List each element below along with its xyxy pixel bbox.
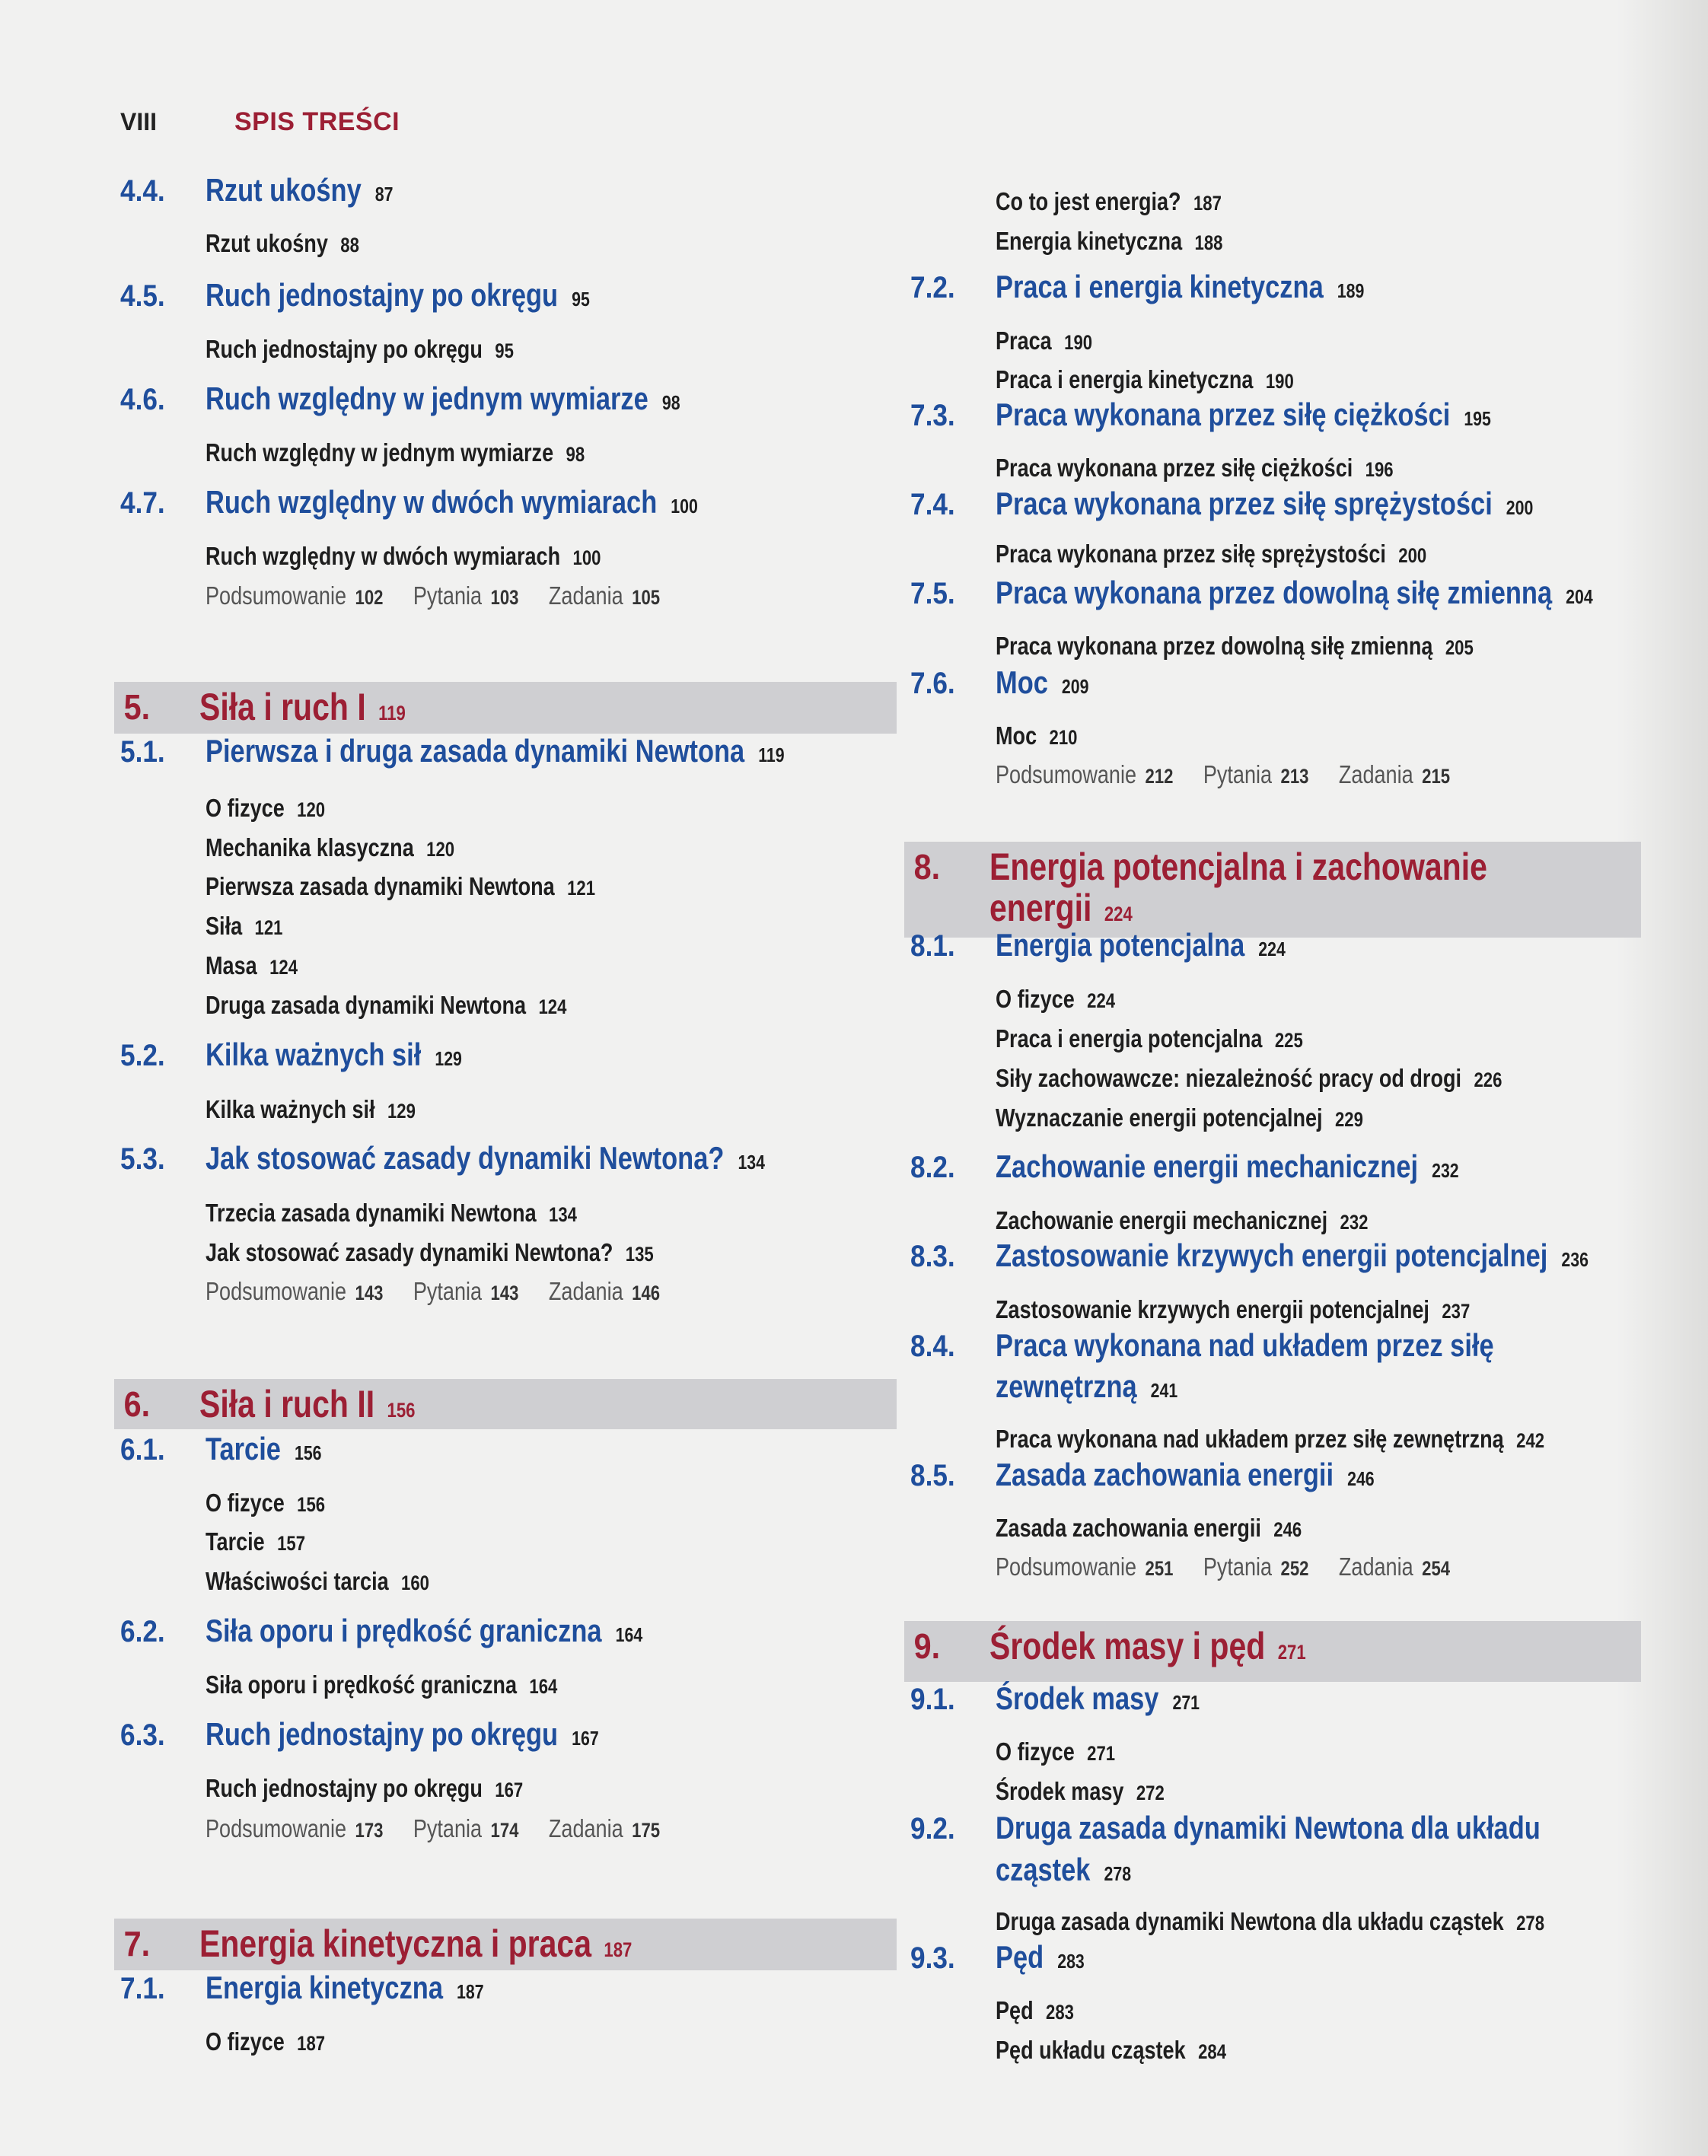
subsection-entry: Druga zasada dynamiki Newtona dla układu cząstek 278 (996, 1907, 1545, 1935)
section-number: 9.3. (910, 1941, 955, 1975)
subsection-entry: Trzecia zasada dynamiki Newtona 134 (206, 1199, 577, 1227)
section-page: 209 (1061, 675, 1089, 698)
summary-page: 212 (1145, 765, 1174, 788)
section-title: Praca i energia kinetyczna 189 (996, 269, 1365, 304)
subsection-entry: Praca wykonana przez siłę sprężystości 200 (996, 540, 1427, 568)
chapter-number: 6. (123, 1384, 151, 1424)
section-heading (120, 381, 897, 417)
section-heading (120, 277, 897, 314)
section-title: Praca wykonana przez dowolną siłę zmienną 204 (996, 575, 1593, 610)
subsection-entry: Rzut ukośny 88 (206, 229, 359, 257)
subsection-entry: Moc 210 (996, 721, 1078, 750)
section-heading (120, 1037, 897, 1073)
section-number: 7.4. (910, 488, 955, 521)
subsection-entry: Masa 124 (206, 951, 298, 979)
summary-label: Pytania (1203, 760, 1273, 788)
subsection-page: 100 (572, 546, 601, 569)
subsection-entry: Druga zasada dynamiki Newtona 124 (206, 991, 567, 1019)
section-number: 6.1. (120, 1433, 165, 1467)
chapter-title: Siła i ruch II 156 (199, 1383, 416, 1425)
section-page: 246 (1347, 1467, 1375, 1490)
summary-label: Zadania (1338, 1553, 1413, 1581)
summary-label: Zadania (548, 581, 623, 610)
summary-label: Zadania (1338, 760, 1413, 788)
subsection-entry: Praca 190 (996, 326, 1093, 355)
section-number: 8.2. (910, 1151, 955, 1184)
section-number: 4.4. (120, 174, 165, 208)
section-heading (910, 1939, 1641, 1976)
section-page: 271 (1172, 1691, 1200, 1714)
section-page: 232 (1432, 1159, 1459, 1182)
subsection-page: 205 (1445, 636, 1474, 659)
section-page: 95 (572, 288, 590, 311)
section-title: Pierwsza i druga zasada dynamiki Newtona 119 (206, 733, 785, 769)
subsection-page: 278 (1516, 1912, 1545, 1935)
section-heading (120, 484, 897, 521)
section-number: 7.5. (910, 577, 955, 610)
subsection-page: 187 (1193, 192, 1222, 215)
summary-line (206, 581, 690, 610)
summary-page: 251 (1145, 1557, 1174, 1580)
subsection-entry: Zastosowanie krzywych energii potencjalnej 237 (996, 1295, 1471, 1323)
subsection-entry: Zasada zachowania energii 246 (996, 1514, 1302, 1542)
subsection-entry: O fizyce 224 (996, 985, 1116, 1013)
subsection-page: 271 (1087, 1742, 1116, 1765)
section-title: Ruch względny w jednym wymiarze 98 (206, 381, 680, 416)
subsection-entry: O fizyce 156 (206, 1489, 326, 1517)
section-heading (910, 1810, 1641, 1846)
section-heading (910, 1148, 1641, 1185)
section-number: 5.3. (120, 1142, 165, 1176)
subsection-page: 134 (549, 1203, 577, 1226)
section-number: 5.1. (120, 735, 165, 769)
subsection-entry: Ruch względny w dwóch wymiarach 100 (206, 542, 601, 570)
summary-label: Podsumowanie (206, 581, 347, 610)
subsection-entry: Praca wykonana nad układem przez siłę zewnętrzną 242 (996, 1425, 1545, 1453)
section-title: Pęd 283 (996, 1939, 1085, 1975)
subsection-entry: Ruch względny w jednym wymiarze 98 (206, 438, 585, 467)
subsection-page: 88 (340, 234, 359, 256)
subsection-entry: Wyznaczanie energii potencjalnej 229 (996, 1103, 1363, 1132)
section-heading (120, 1716, 897, 1753)
section-number: 9.2. (910, 1812, 955, 1845)
chapter-heading (114, 682, 897, 734)
subsection-page: 164 (529, 1675, 558, 1698)
section-page: 278 (1104, 1862, 1132, 1885)
section-page: 241 (1150, 1379, 1178, 1402)
summary-label: Pytania (413, 1277, 483, 1305)
subsection-page: 129 (387, 1100, 416, 1123)
chapter-page: 271 (1277, 1641, 1306, 1664)
subsection-page: 167 (495, 1779, 524, 1801)
summary-page: 175 (632, 1819, 661, 1842)
subsection-page: 284 (1198, 2040, 1227, 2063)
section-title: Zachowanie energii mechanicznej 232 (996, 1148, 1459, 1184)
subsection-entry: Jak stosować zasady dynamiki Newtona? 135 (206, 1238, 654, 1266)
section-page: 156 (294, 1441, 322, 1464)
section-heading (910, 269, 1641, 305)
section-number: 4.5. (120, 279, 165, 313)
section-number: 5.2. (120, 1039, 165, 1072)
summary-line (996, 760, 1480, 789)
section-page: 283 (1057, 1950, 1085, 1973)
section-page: 134 (738, 1151, 766, 1174)
section-title: Praca wykonana przez siłę sprężystości 200 (996, 486, 1534, 521)
subsection-entry: Praca i energia kinetyczna 190 (996, 365, 1294, 393)
subsection-entry: Siła oporu i prędkość graniczna 164 (206, 1670, 558, 1699)
subsection-page: 156 (297, 1493, 326, 1516)
section-heading (910, 664, 1641, 701)
subsection-page: 95 (495, 339, 514, 362)
section-title: Ruch jednostajny po okręgu 95 (206, 277, 590, 313)
summary-label: Podsumowanie (996, 1553, 1137, 1581)
section-page: 236 (1561, 1248, 1589, 1271)
section-page: 189 (1337, 279, 1365, 302)
section-title: Energia potencjalna 224 (996, 927, 1286, 963)
summary-page: 146 (632, 1282, 661, 1304)
section-heading (910, 1680, 1641, 1717)
section-heading (120, 1613, 897, 1649)
section-title: Rzut ukośny 87 (206, 172, 394, 208)
section-heading (910, 1327, 1641, 1364)
subsection-entry: Praca wykonana przez siłę ciężkości 196 (996, 454, 1394, 482)
section-number: 8.5. (910, 1459, 955, 1492)
subsection-entry: Tarcie 157 (206, 1527, 306, 1556)
section-heading (910, 575, 1641, 611)
subsection-entry: Pęd układu cząstek 284 (996, 2036, 1227, 2064)
section-page: 200 (1506, 496, 1534, 519)
subsection-entry: Siła 121 (206, 912, 283, 940)
subsection-page: 187 (297, 2032, 326, 2055)
chapter-number: 5. (123, 687, 151, 727)
section-title: Siła oporu i prędkość graniczna 164 (206, 1613, 643, 1648)
summary-label: Podsumowanie (996, 760, 1137, 788)
section-title: Jak stosować zasady dynamiki Newtona? 134 (206, 1140, 766, 1176)
section-number: 7.2. (910, 271, 955, 304)
chapter-page: 224 (1104, 903, 1133, 925)
summary-line (206, 1277, 690, 1306)
section-page: 129 (435, 1047, 462, 1070)
page-title: SPIS TREŚCI (234, 107, 400, 136)
section-page: 204 (1566, 585, 1593, 608)
section-number: 4.7. (120, 486, 165, 520)
subsection-entry: O fizyce 120 (206, 794, 326, 822)
section-page: 187 (457, 1980, 484, 2003)
subsection-page: 200 (1398, 544, 1427, 567)
section-page: 224 (1258, 938, 1286, 960)
summary-label: Zadania (548, 1814, 623, 1842)
section-number: 8.3. (910, 1240, 955, 1273)
summary-page: 173 (355, 1819, 384, 1842)
subsection-page: 135 (625, 1243, 654, 1266)
subsection-entry: Kilka ważnych sił 129 (206, 1095, 416, 1123)
section-title: Ruch jednostajny po okręgu 167 (206, 1716, 599, 1752)
section-title: Druga zasada dynamiki Newtona dla układu (996, 1810, 1541, 1845)
summary-label: Pytania (413, 1814, 483, 1842)
subsection-page: 124 (269, 956, 298, 979)
running-header (120, 105, 400, 139)
subsection-page: 190 (1064, 331, 1093, 354)
subsection-page: 242 (1516, 1429, 1545, 1452)
subsection-page: 226 (1474, 1068, 1502, 1091)
summary-page: 215 (1422, 765, 1451, 788)
chapter-title: Środek masy i pęd 271 (989, 1625, 1306, 1667)
subsection-page: 121 (254, 916, 283, 939)
subsection-entry: Mechanika klasyczna 120 (206, 833, 455, 861)
section-heading (120, 172, 897, 209)
summary-page: 254 (1422, 1557, 1451, 1580)
section-heading (910, 1237, 1641, 1274)
section-number: 7.1. (120, 1972, 165, 2005)
section-title: cząstek 278 (996, 1852, 1132, 1887)
subsection-page: 196 (1365, 458, 1394, 481)
section-page: 100 (671, 495, 698, 518)
subsection-entry: Energia kinetyczna 188 (996, 227, 1223, 255)
subsection-page: 160 (401, 1572, 430, 1594)
subsection-entry: Pęd 283 (996, 1996, 1074, 2024)
summary-label: Pytania (1203, 1553, 1273, 1581)
subsection-page: 120 (426, 838, 455, 861)
chapter-page: 187 (604, 1938, 633, 1961)
summary-page: 213 (1280, 765, 1309, 788)
subsection-page: 121 (567, 877, 596, 900)
section-heading (910, 1457, 1641, 1493)
subsection-page: 229 (1334, 1108, 1363, 1131)
section-heading (910, 486, 1641, 522)
subsection-page: 225 (1274, 1029, 1303, 1052)
chapter-heading (904, 842, 1641, 938)
subsection-page: 190 (1265, 370, 1294, 393)
chapter-number: 9. (913, 1626, 941, 1666)
chapter-heading (114, 1379, 897, 1429)
subsection-entry: Pierwsza zasada dynamiki Newtona 121 (206, 872, 596, 900)
summary-page: 102 (355, 586, 384, 609)
section-number: 8.4. (910, 1330, 955, 1363)
subsection-page: 246 (1273, 1518, 1302, 1541)
section-title: Praca wykonana przez siłę ciężkości 195 (996, 396, 1491, 432)
subsection-entry: Ruch jednostajny po okręgu 167 (206, 1774, 524, 1802)
subsection-entry: O fizyce 271 (996, 1737, 1116, 1766)
section-title: Ruch względny w dwóch wymiarach 100 (206, 484, 698, 520)
section-page: 119 (758, 744, 785, 766)
chapter-title: Siła i ruch I 119 (199, 686, 406, 728)
section-number: 8.1. (910, 929, 955, 963)
chapter-heading (114, 1919, 897, 1970)
subsection-page: 237 (1442, 1300, 1471, 1323)
section-title: zewnętrzną 241 (996, 1368, 1178, 1404)
section-title: Zastosowanie krzywych energii potencjalnej 236 (996, 1237, 1589, 1273)
section-page: 164 (615, 1623, 643, 1646)
section-heading (910, 396, 1641, 433)
summary-label: Pytania (413, 581, 483, 610)
section-page: 167 (572, 1727, 599, 1750)
page-number: VIII (120, 107, 158, 135)
section-heading (910, 1368, 1641, 1405)
summary-page: 252 (1280, 1557, 1309, 1580)
section-number: 4.6. (120, 383, 165, 416)
section-page: 98 (661, 391, 680, 414)
subsection-page: 188 (1194, 231, 1223, 254)
chapter-page: 119 (378, 702, 406, 725)
subsection-entry: Praca wykonana przez dowolną siłę zmienną 205 (996, 632, 1474, 660)
section-heading (910, 1852, 1641, 1888)
section-number: 9.1. (910, 1683, 955, 1716)
summary-page: 143 (355, 1282, 384, 1304)
chapter-heading (904, 1621, 1641, 1682)
section-title: Praca wykonana nad układem przez siłę (996, 1327, 1494, 1363)
summary-label: Zadania (548, 1277, 623, 1305)
summary-label: Podsumowanie (206, 1814, 347, 1842)
subsection-page: 283 (1046, 2001, 1074, 2024)
section-heading (120, 1970, 897, 2006)
section-number: 7.3. (910, 399, 955, 432)
summary-page: 103 (490, 586, 519, 609)
summary-page: 174 (490, 1819, 519, 1842)
section-title: Tarcie 156 (206, 1431, 322, 1467)
subsection-page: 157 (277, 1532, 306, 1555)
subsection-entry: Siły zachowawcze: niezależność pracy od drogi 226 (996, 1064, 1502, 1092)
chapter-number: 7. (123, 1924, 151, 1963)
subsection-entry: Środek masy 272 (996, 1777, 1165, 1805)
subsection-page: 224 (1087, 989, 1116, 1012)
subsection-entry: Co to jest energia? 187 (996, 187, 1222, 215)
section-title: Moc 209 (996, 664, 1089, 700)
subsection-page: 232 (1340, 1211, 1369, 1234)
subsection-entry: Ruch jednostajny po okręgu 95 (206, 335, 514, 363)
section-heading (120, 1431, 897, 1467)
subsection-page: 124 (538, 995, 567, 1018)
section-title: Kilka ważnych sił 129 (206, 1037, 462, 1072)
chapter-title: Energia potencjalna i zachowanie energii 224 (989, 846, 1487, 929)
chapter-title: Energia kinetyczna i praca 187 (199, 1922, 633, 1965)
summary-page: 105 (632, 586, 661, 609)
section-number: 6.3. (120, 1718, 165, 1752)
summary-line (206, 1814, 690, 1843)
subsection-entry: Właściwości tarcia 160 (206, 1567, 430, 1595)
subsection-entry: Praca i energia potencjalna 225 (996, 1024, 1303, 1053)
subsection-page: 98 (566, 443, 585, 466)
section-title: Zasada zachowania energii 246 (996, 1457, 1375, 1492)
chapter-page: 156 (387, 1399, 416, 1422)
section-number: 7.6. (910, 667, 955, 700)
section-heading (910, 927, 1641, 963)
section-page: 195 (1464, 407, 1491, 430)
summary-label: Podsumowanie (206, 1277, 347, 1305)
subsection-page: 272 (1136, 1782, 1165, 1804)
section-title: Energia kinetyczna 187 (206, 1970, 484, 2005)
section-number: 6.2. (120, 1615, 165, 1648)
subsection-page: 210 (1049, 726, 1078, 749)
section-title: Środek masy 271 (996, 1680, 1200, 1716)
subsection-page: 120 (297, 798, 326, 821)
subsection-entry: Zachowanie energii mechanicznej 232 (996, 1206, 1369, 1234)
summary-page: 143 (490, 1282, 519, 1304)
subsection-entry: O fizyce 187 (206, 2027, 326, 2056)
section-heading (120, 1140, 897, 1177)
summary-line (996, 1553, 1480, 1581)
section-heading (120, 733, 897, 769)
chapter-number: 8. (913, 847, 941, 887)
section-page: 87 (374, 183, 394, 205)
